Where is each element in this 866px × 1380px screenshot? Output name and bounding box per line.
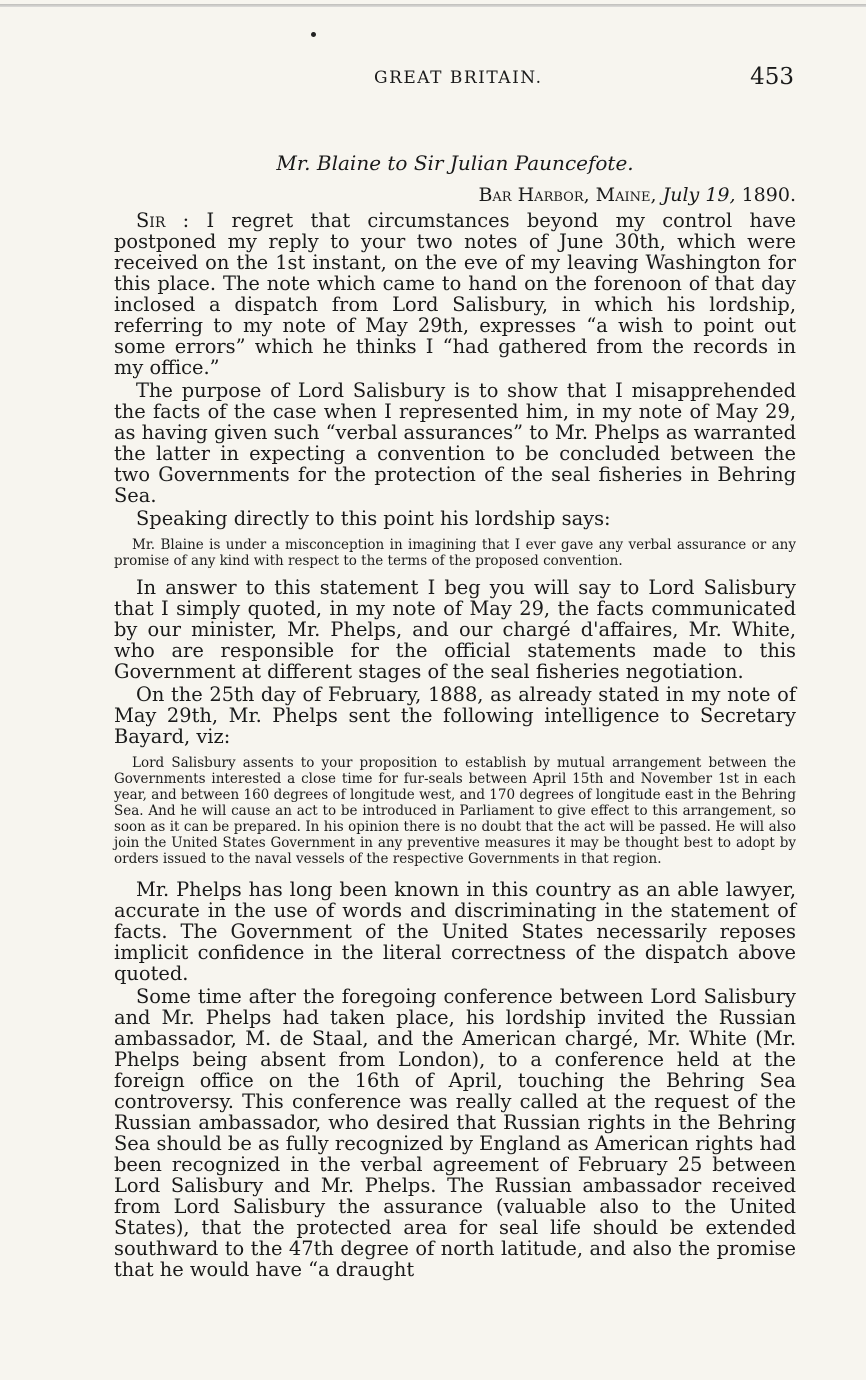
block-quote-1: Mr. Blaine is under a misconception in imagining that I ever gave any verbal assurance or any promise of any kind with respect to the terms of the proposed convention. xyxy=(114,537,796,569)
paragraph-1-text: I regret that circumstances beyond my control have postponed my reply to your two notes of June 30th, which were received on the 1st instant, on the eve of my leaving Washington for this place. The note which came to hand on the forenoon of that day inclosed a dispatch from Lord Salisbury, in which his lordship, referring to my note of May 29th, expresses “a wish to point out some errors” which he thinks I “had gathered from the records in my office.” xyxy=(114,209,796,379)
paragraph-5: On the 25th day of February, 1888, as already stated in my note of May 29th, Mr. Phelps sent the following intelligence to Secretary Bayard, viz: xyxy=(114,683,796,748)
top-edge-rule xyxy=(0,4,866,7)
letter-heading: Mr. Blaine to Sir Julian Pauncefote. xyxy=(276,151,634,175)
dateline xyxy=(114,182,796,208)
block-quote-2: Lord Salisbury assents to your proposition to establish by mutual arrangement between the Governments interested a close time for fur-seals between April 15th and November 1st in each year, and between 160 degrees of longitude west, and 170 degrees of longitude east in the Behring Sea. And he will cause an act to be introduced in Parliament to give effect to this arrangement, so soon as it can be prepared. In his opinion there is no doubt that the act will be passed. He will also join the United States Government in any preventive measures it may be thought best to adopt by orders issued to the naval vessels of the respective Governments in that region. xyxy=(114,755,796,867)
paragraph-1 xyxy=(114,210,796,378)
running-title: GREAT BRITAIN. xyxy=(374,68,543,88)
paragraph-7: Some time after the foregoing conference between Lord Salisbury and Mr. Phelps had taken place, his lordship invited the Russian ambassador, M. de Staal, and the American chargé, Mr. White (Mr. Phelps being absent from London), to a conference held at the foreign office on the 16th of April, touching the Behring Sea controversy. This conference was really called at the request of the Russian ambassador, who desired that Russian rights in the Behring Sea should be as fully recognized by England as American rights had been recognized in the verbal agreement of February 25 between Lord Salisbury and Mr. Phelps. The Russian ambassador received from Lord Salisbury the assurance (valuable also to the United States), that the protected area for seal life should be extended southward to the 47th degree of north latitude, and also the promise that he would have “a draught xyxy=(114,985,796,1281)
ink-speck xyxy=(311,32,316,37)
dateline-place: Bar Harbor, Maine, xyxy=(478,184,657,206)
page-number: 453 xyxy=(750,64,794,90)
dateline-month-day: July 19, xyxy=(662,184,736,206)
running-head xyxy=(0,64,866,94)
letter-body xyxy=(114,150,796,1280)
dateline-year: 1890. xyxy=(741,184,796,206)
paragraph-4: In answer to this statement I beg you will say to Lord Salisbury that I simply quoted, in my note of May 29, the facts communicated by our minister, Mr. Phelps, and our chargé d'affaires, Mr. White, who are responsible for the official statements made to this Government at different stages of the seal fisheries negotiation. xyxy=(114,576,796,683)
paragraph-6: Mr. Phelps has long been known in this country as an able lawyer, accurate in the use of words and discriminating in the statement of facts. The Government of the United States necessarily reposes implicit confidence in the literal correctness of the dispatch above quoted. xyxy=(114,878,796,985)
paragraph-3: Speaking directly to this point his lordship says: xyxy=(136,507,611,530)
paragraph-2: The purpose of Lord Salisbury is to show that I misapprehended the facts of the case when I represented him, in my note of May 29, as having given such “verbal assurances” to Mr. Phelps as warranted the latter in expecting a convention to be concluded between the two Governments for the protection of the seal fisheries in Behring Sea. xyxy=(114,379,796,507)
salutation: Sir : xyxy=(136,209,190,232)
